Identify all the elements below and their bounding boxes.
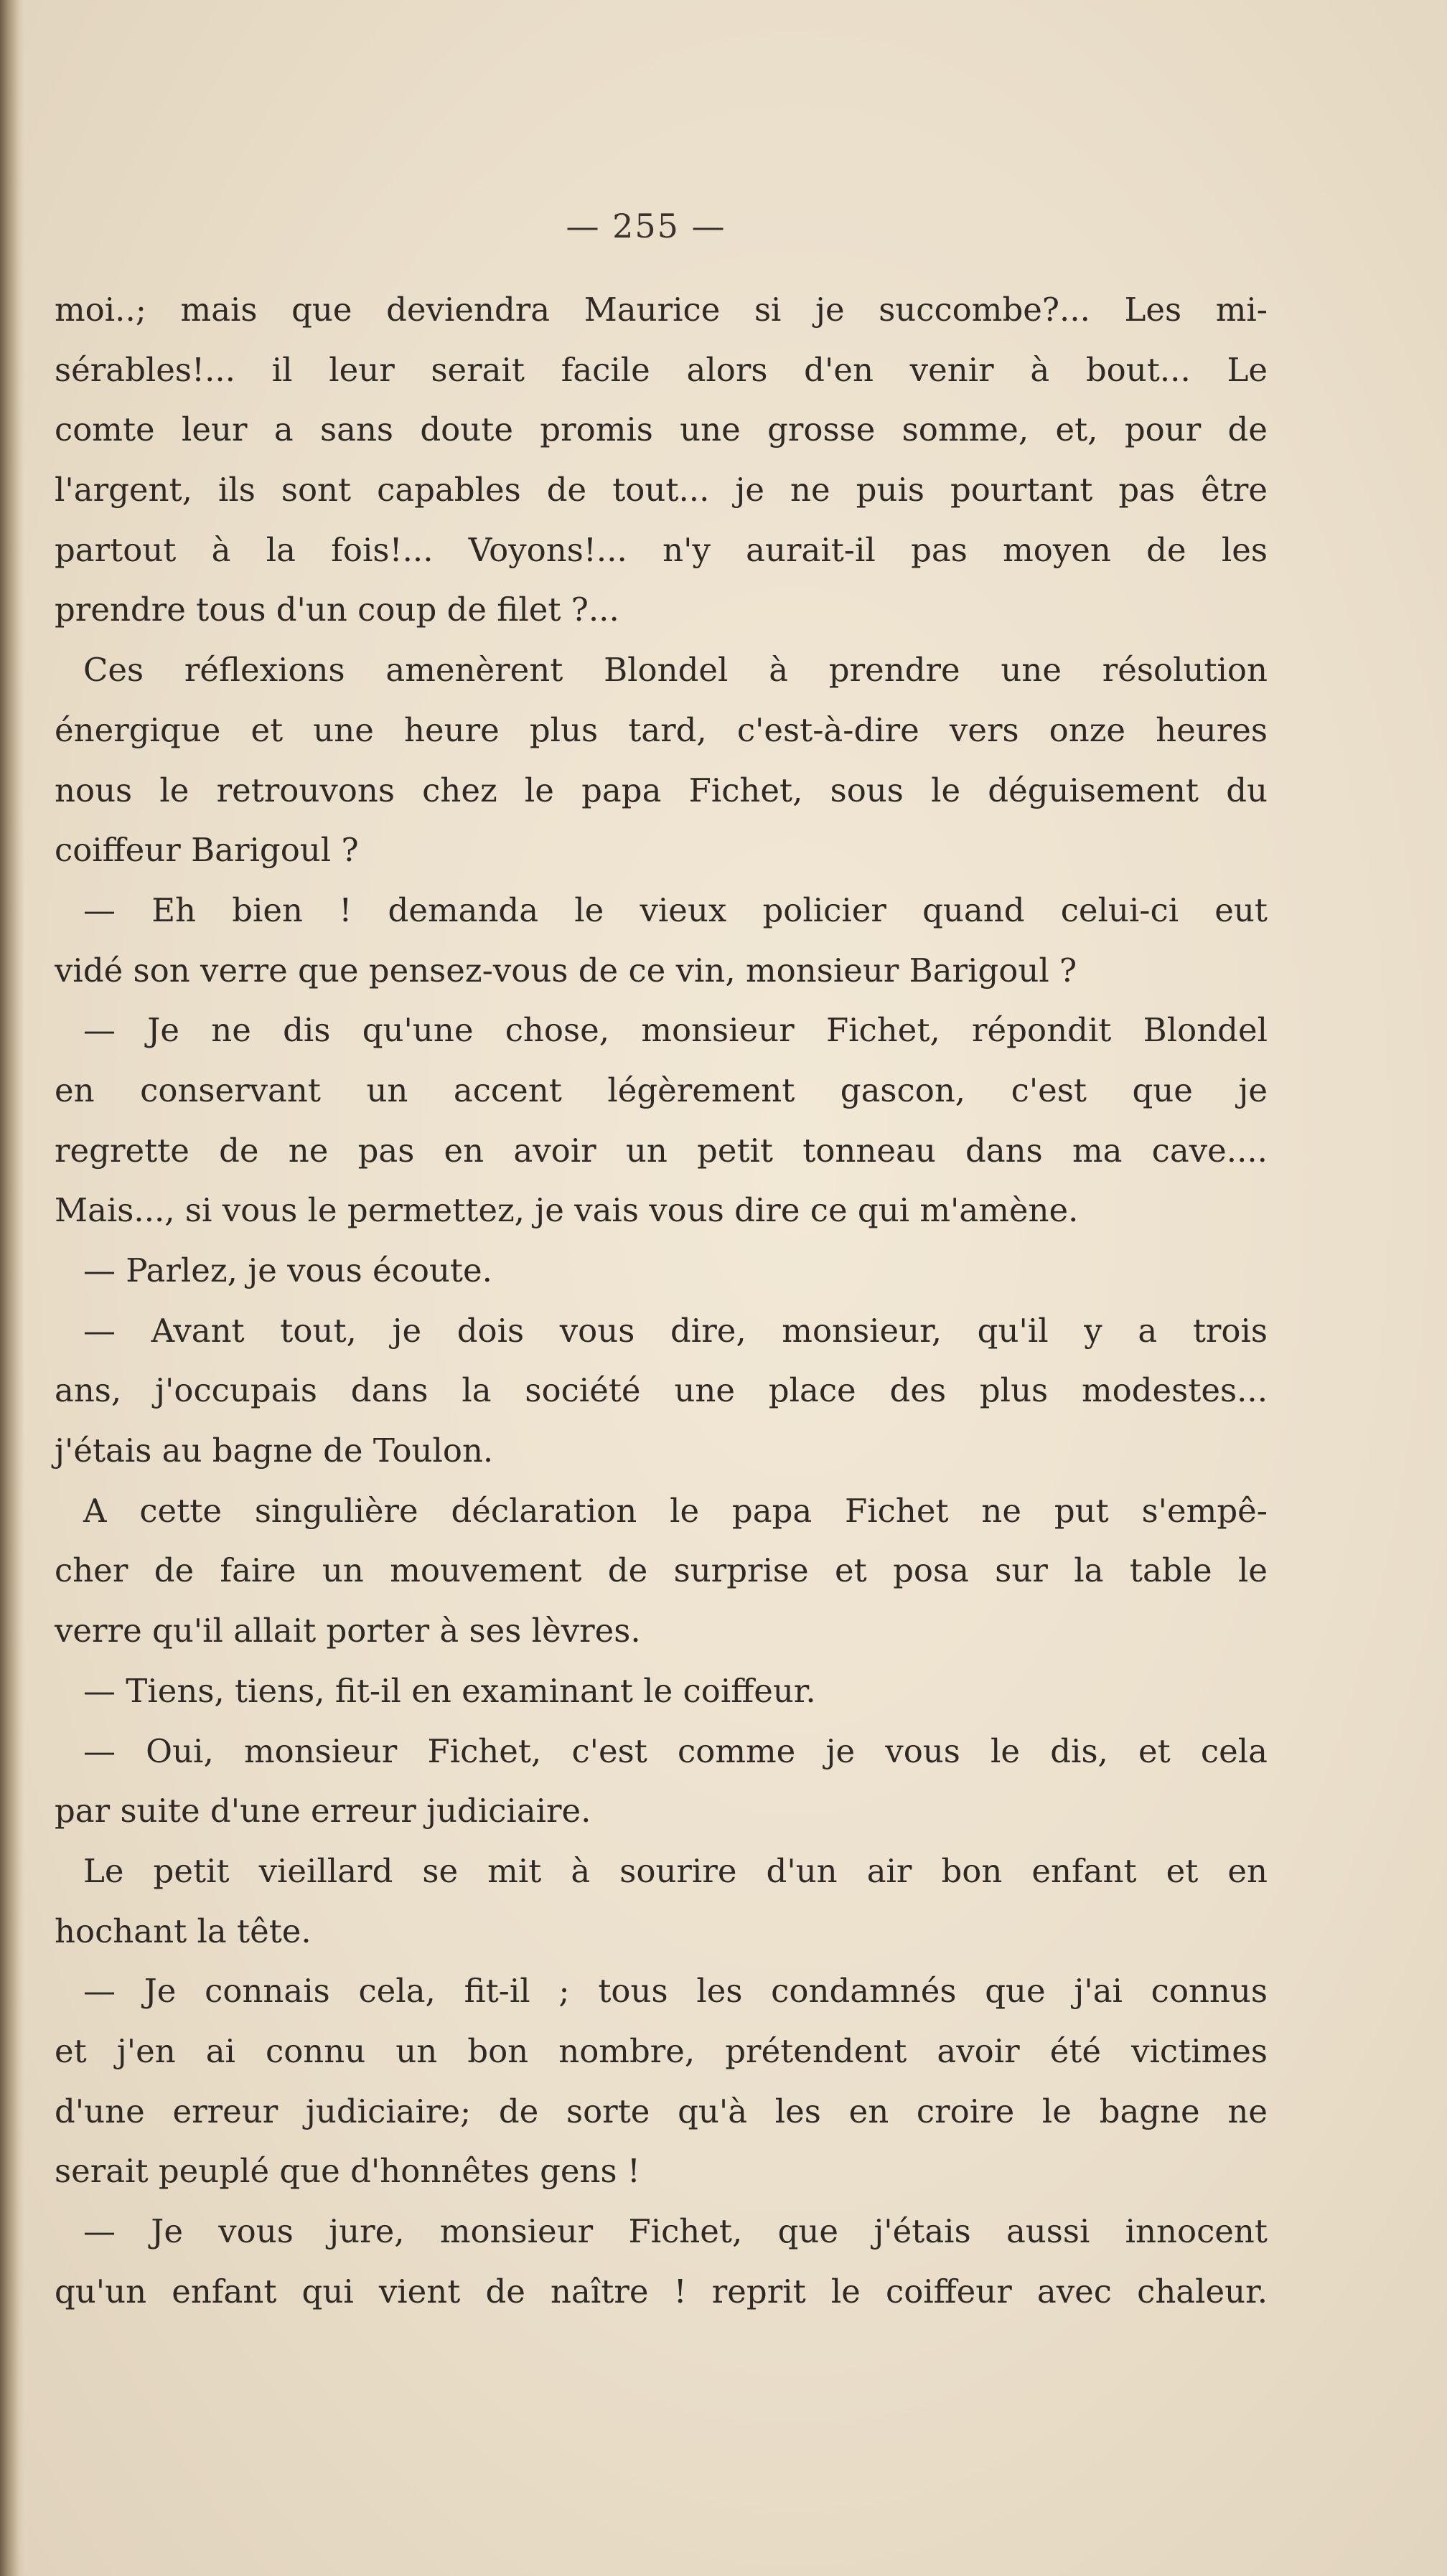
text-line: — Je connais cela, fit-il ; tous les condamnés que j'ai connus: [83, 1972, 1268, 2011]
text-line: qu'un enfant qui vient de naître ! reprit le coiffeur avec chaleur.: [55, 2272, 1268, 2311]
text-line: coiffeur Barigoul ?: [55, 831, 359, 870]
text-line: cher de faire un mouvement de surprise et posa sur la table le: [55, 1551, 1268, 1590]
text-line: — Eh bien ! demanda le vieux policier quand celui-ci eut: [83, 890, 1268, 929]
text-line: Mais..., si vous le permettez, je vais vous dire ce qui m'amène.: [55, 1191, 1079, 1230]
text-line: — Avant tout, je dois vous dire, monsieur, qu'il y a trois: [83, 1311, 1268, 1350]
text-line: d'une erreur judiciaire; de sorte qu'à les en croire le bagne ne: [55, 2092, 1268, 2130]
text-line: nous le retrouvons chez le papa Fichet, sous le déguisement du: [55, 771, 1268, 809]
text-line: — Tiens, tiens, fit-il en examinant le coiffeur.: [83, 1671, 816, 1710]
text-line: comte leur a sans doute promis une grosse somme, et, pour de: [55, 410, 1268, 449]
text-line: Ces réflexions amenèrent Blondel à prendre une résolution: [83, 651, 1268, 690]
text-line: regrette de ne pas en avoir un petit tonneau dans ma cave....: [55, 1131, 1268, 1170]
text-line: ans, j'occupais dans la société une place des plus modestes...: [55, 1371, 1268, 1410]
page-binding-edge: [0, 0, 24, 2576]
text-line: par suite d'une erreur judiciaire.: [55, 1792, 591, 1830]
text-line: et j'en ai connu un bon nombre, prétendent avoir été victimes: [55, 2031, 1268, 2070]
text-line: l'argent, ils sont capables de tout... je ne puis pourtant pas être: [55, 471, 1268, 509]
text-line: moi..; mais que deviendra Maurice si je succombe?... Les mi-: [55, 291, 1268, 329]
text-line: A cette singulière déclaration le papa Fichet ne put s'empê-: [83, 1491, 1268, 1530]
text-line: prendre tous d'un coup de filet ?...: [55, 591, 619, 629]
text-line: partout à la fois!... Voyons!... n'y aurait-il pas moyen de les: [55, 530, 1268, 569]
text-line: sérables!... il leur serait facile alors d'en venir à bout... Le: [55, 350, 1268, 389]
text-line: hochant la tête.: [55, 1912, 312, 1950]
text-line: serait peuplé que d'honnêtes gens !: [55, 2152, 640, 2191]
text-line: en conservant un accent légèrement gascon, c'est que je: [55, 1071, 1268, 1109]
text-line: — Je vous jure, monsieur Fichet, que j'étais aussi innocent: [83, 2212, 1268, 2250]
text-line: verre qu'il allait porter à ses lèvres.: [55, 1612, 641, 1650]
body-text: [55, 280, 1268, 2321]
text-line: Le petit vieillard se mit à sourire d'un air bon enfant et en: [83, 1851, 1268, 1890]
text-line: — Oui, monsieur Fichet, c'est comme je vous le dis, et cela: [83, 1731, 1268, 1770]
text-line: — Parlez, je vous écoute.: [83, 1251, 492, 1289]
page-number: — 255 —: [566, 207, 726, 245]
text-line: énergique et une heure plus tard, c'est-à-dire vers onze heures: [55, 710, 1268, 749]
text-line: vidé son verre que pensez-vous de ce vin, monsieur Barigoul ?: [55, 951, 1077, 989]
text-line: j'étais au bagne de Toulon.: [55, 1432, 494, 1470]
text-line: — Je ne dis qu'une chose, monsieur Fichet, répondit Blondel: [83, 1011, 1268, 1050]
